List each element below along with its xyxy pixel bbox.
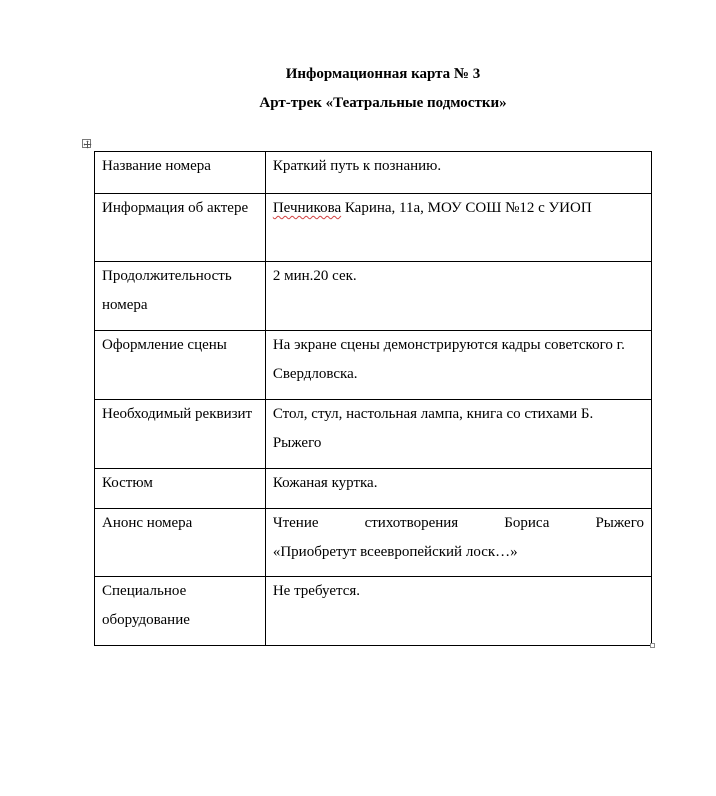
row-value: Кожаная куртка. <box>265 469 651 509</box>
row-value: Краткий путь к познанию. <box>265 152 651 194</box>
table-row <box>95 194 652 262</box>
row-label: Необходимый реквизит <box>95 400 266 469</box>
row-label: Костюм <box>95 469 266 509</box>
table-row <box>95 469 652 509</box>
table-move-handle-icon[interactable] <box>82 139 91 148</box>
row-value: На экране сцены демонстрируются кадры советского г. Свердловска. <box>265 331 651 400</box>
row-label: Название номера <box>95 152 266 194</box>
row-label: Информация об актере <box>95 194 266 262</box>
row-label: Специальное оборудование <box>95 577 266 646</box>
row-value: Печникова Карина, 11а, МОУ СОШ №12 с УИОП <box>265 194 651 262</box>
table-row <box>95 509 652 577</box>
row-value: Не требуется. <box>265 577 651 646</box>
table-resize-handle[interactable] <box>650 643 655 648</box>
spellcheck-underlined-word: Печникова <box>272 200 342 216</box>
document-title: Информационная карта № 3 <box>285 66 481 82</box>
row-value: Стол, стул, настольная лампа, книга со стихами Б. Рыжего <box>265 400 651 469</box>
table-row <box>95 400 652 469</box>
document-subtitle: Арт-трек «Театральные подмостки» <box>259 95 507 111</box>
row-label: Оформление сцены <box>95 331 266 400</box>
table-row <box>95 152 652 194</box>
table-row <box>95 331 652 400</box>
row-value: 2 мин.20 сек. <box>265 262 651 331</box>
row-label: Продолжительность номера <box>95 262 266 331</box>
row-label: Анонс номера <box>95 509 266 577</box>
row-value: Чтение стихотворения Бориса Рыжего «Приобретут всеевропейский лоск…» <box>265 509 651 577</box>
info-card-table <box>94 151 652 646</box>
table-row <box>95 262 652 331</box>
table-row <box>95 577 652 646</box>
